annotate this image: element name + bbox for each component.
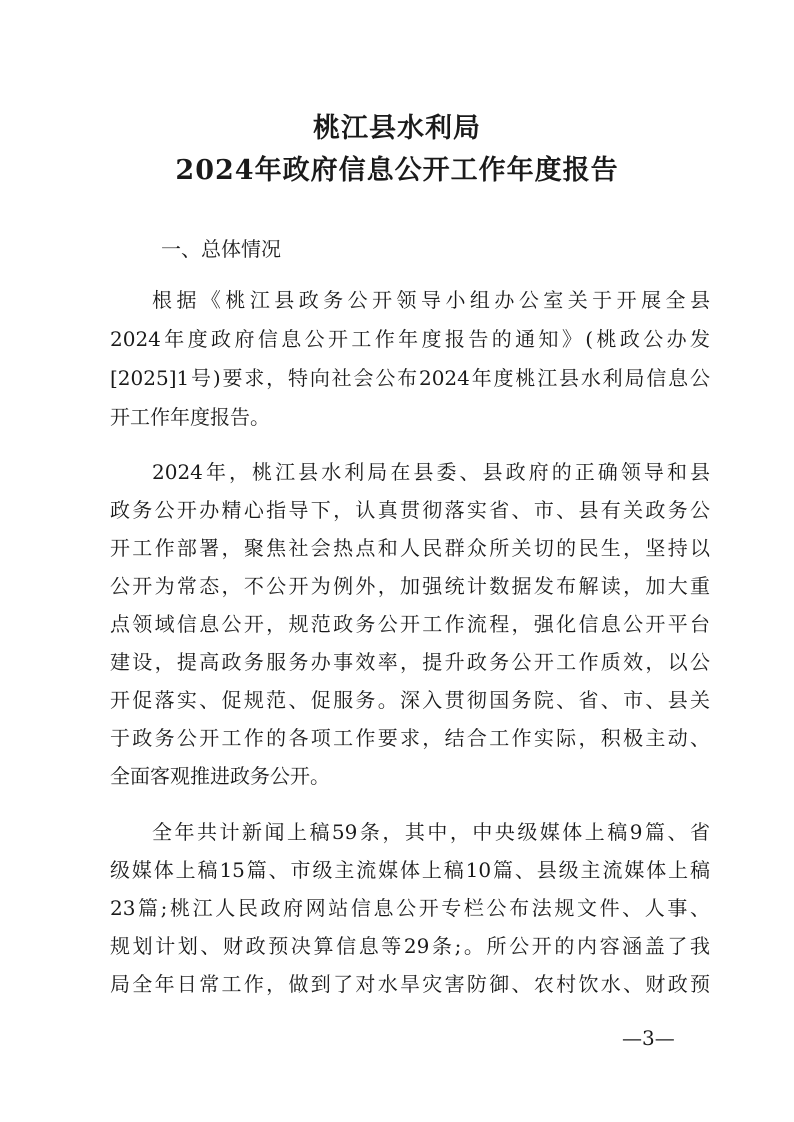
paragraph-line: 开工作年度报告。 <box>110 405 270 429</box>
paragraph-line: 23篇;桃江人民政府网站信息公开专栏公布法规文件、人事、 <box>110 896 710 920</box>
paragraph-line: 局全年日常工作，做到了对水旱灾害防御、农村饮水、财政预 <box>110 972 710 996</box>
paragraph-line: [2025]1号)要求，特向社会公布2024年度桃江县水利局信息公 <box>110 366 710 390</box>
paragraph-line: 建设，提高政务服务办事效率，提升政务公开工作质效，以公 <box>110 650 710 674</box>
paragraph-line: 2024年度政府信息公开工作年度报告的通知》(桃政公办发 <box>110 327 710 351</box>
paragraph-line: 开工作部署，聚焦社会热点和人民群众所关切的民生，坚持以 <box>110 536 710 560</box>
page-number: —3— <box>622 1026 675 1050</box>
paragraph-line: 级媒体上稿15篇、市级主流媒体上稿10篇、县级主流媒体上稿 <box>110 858 710 882</box>
paragraph-line: 全面客观推进政务公开。 <box>110 764 330 788</box>
paragraph-line: 开促落实、促规范、促服务。深入贯彻国务院、省、市、县关 <box>110 688 710 712</box>
document-title-agency: 桃江县水利局 <box>313 113 481 144</box>
paragraph-line: 政务公开办精心指导下，认真贯彻落实省、市、县有关政务公 <box>110 498 710 522</box>
paragraph-line: 根据《桃江县政务公开领导小组办公室关于开展全县 <box>152 288 710 312</box>
paragraph-line: 全年共计新闻上稿59条，其中，中央级媒体上稿9篇、省 <box>152 820 710 844</box>
paragraph-line: 于政务公开工作的各项工作要求，结合工作实际，积极主动、 <box>110 726 710 750</box>
paragraph-line: 公开为常态，不公开为例外，加强统计数据发布解读，加大重 <box>110 574 710 598</box>
paragraph-line: 点领域信息公开，规范政务公开工作流程，强化信息公开平台 <box>110 612 710 636</box>
paragraph-line: 2024年，桃江县水利局在县委、县政府的正确领导和县 <box>152 460 710 484</box>
paragraph-line: 规划计划、财政预决算信息等29条;。所公开的内容涵盖了我 <box>110 934 710 958</box>
document-title-report: 2024年政府信息公开工作年度报告 <box>175 155 619 186</box>
section-heading: 一、总体情况 <box>161 237 281 261</box>
